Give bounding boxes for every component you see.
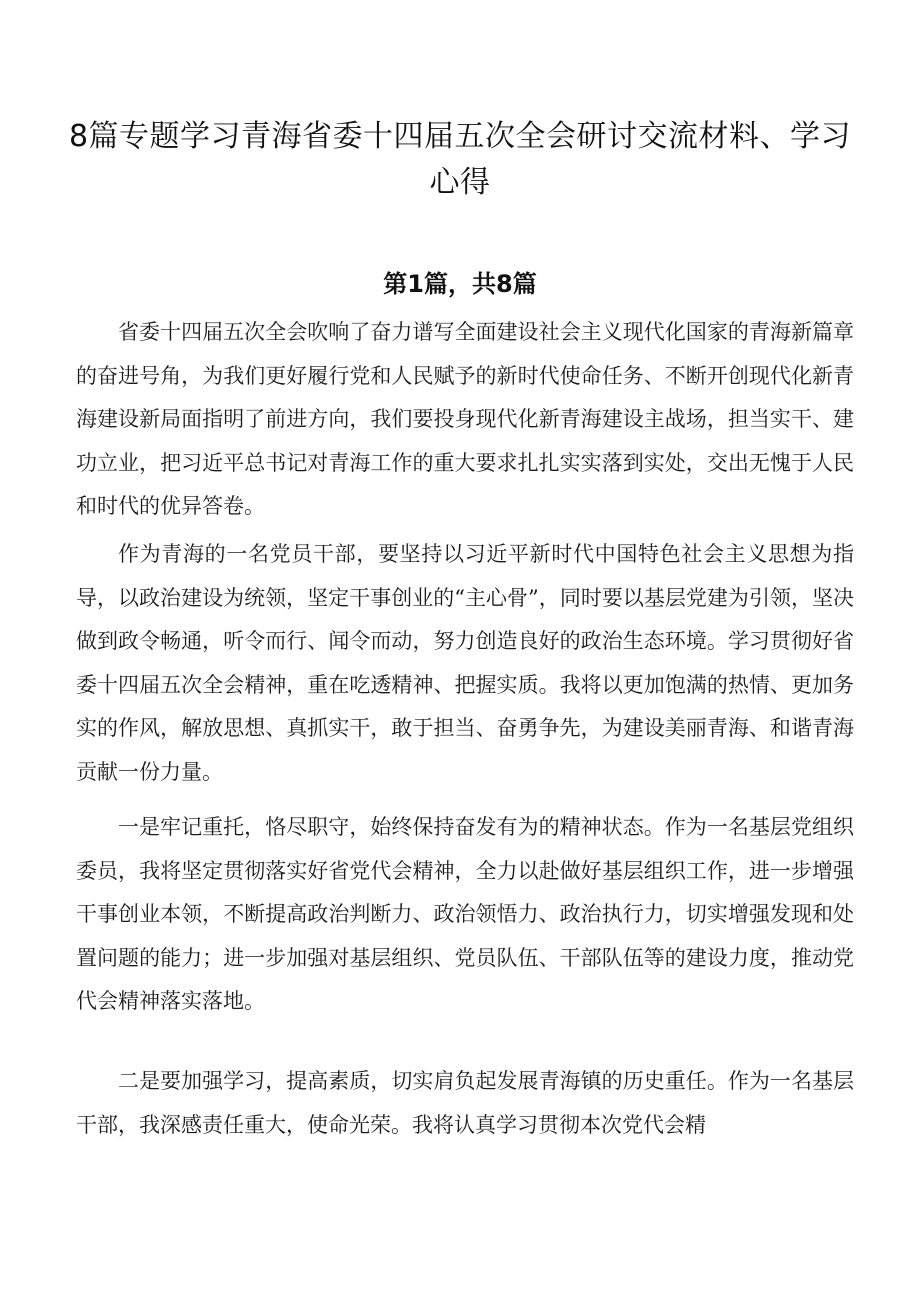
paragraph-1: 省委十四届五次全会吹响了奋力谱写全面建设社会主义现代化国家的青海新篇章的奋进号角，为我们更好履行党和人民赋予的新时代使命任务、不断开创现代化新青海建设新局面指明了前进方向，我们要投身现代化新青海建设主战场，担当实干、建功立业，把习近平总书记对青海工作的重大要求扎扎实实落到实处，交出无愧于人民和时代的优异答卷。 <box>76 320 854 518</box>
paragraph-2: 作为青海的一名党员干部，要坚持以习近平新时代中国特色社会主义思想为指导，以政治建设为统领，坚定干事创业的“主心骨”，同时要以基层党建为引领，坚决做到政令畅通，听令而行、闻令而动，努力创造良好的政治生态环境。学习贯彻好省委十四届五次全会精神，重在吃透精神、把握实质。我将以更加饱满的热情、更加务实的作风，解放思想、真抓实干，敢于担当、奋勇争先，为建设美丽青海、和谐青海贡献一份力量。 <box>76 542 854 784</box>
paragraph-4: 二是要加强学习，提高素质，切实肩负起发展青海镇的历史重任。作为一名基层干部，我深感责任重大，使命光荣。我将认真学习贯彻本次党代会精 <box>76 1069 854 1137</box>
document-title: 8篇专题学习青海省委十四届五次全会研讨交流材料、学习心得 <box>68 119 852 200</box>
section-heading: 第1篇，共8篇 <box>383 270 537 298</box>
paragraph-3: 一是牢记重托，恪尽职守，始终保持奋发有为的精神状态。作为一名基层党组织委员，我将坚定贯彻落实好省党代会精神，全力以赴做好基层组织工作，进一步增强干事创业本领，不断提高政治判断力、政治领悟力、政治执行力，切实增强发现和处置问题的能力；进一步加强对基层组织、党员队伍、干部队伍等的建设力度，推动党代会精神落实落地。 <box>76 815 854 1013</box>
